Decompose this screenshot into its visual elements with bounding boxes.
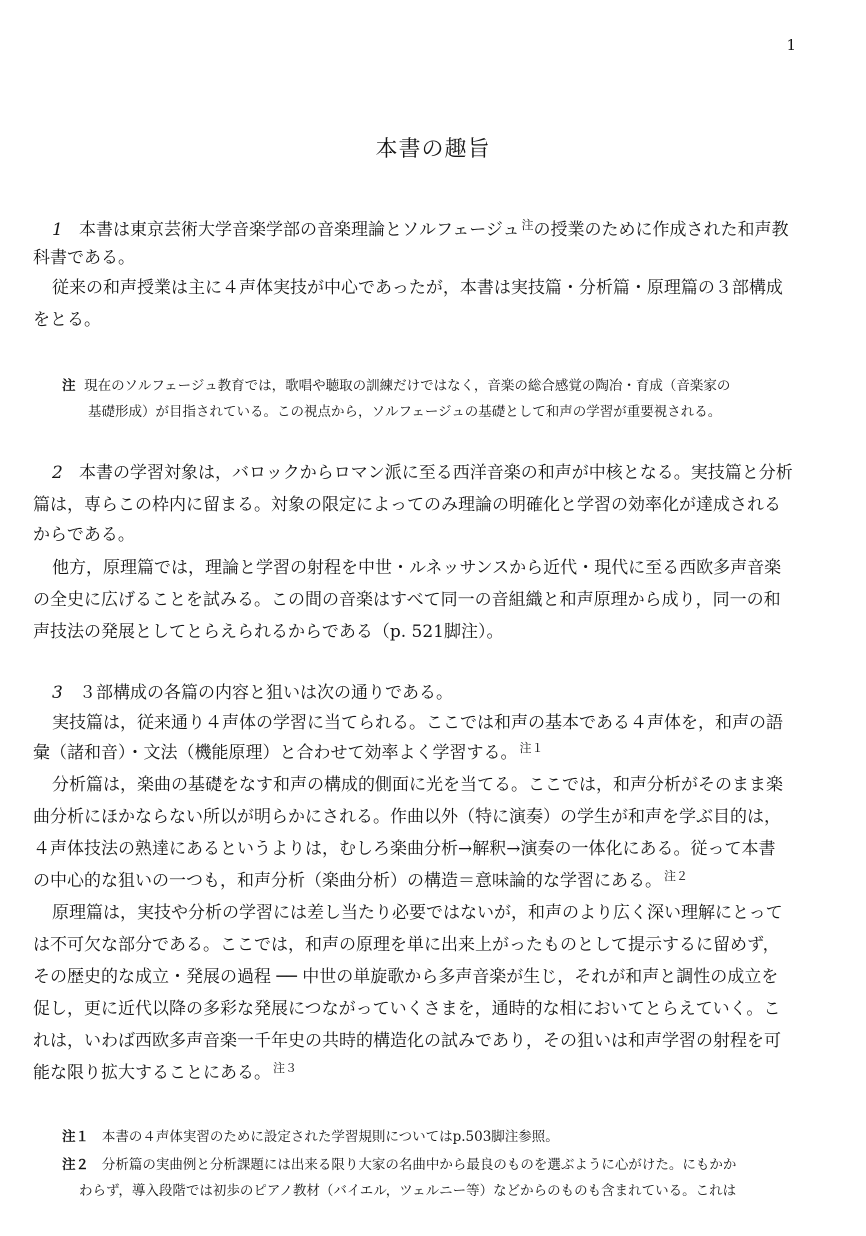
section-1-number: 1 [52, 220, 63, 240]
section-3-line-5: 曲分析にほかならない所以が明らかにされる。作曲以外（特に演奏）の学生が和声を学ぶ目的は， [33, 807, 781, 827]
footnote-2-line-1: 注２ 分析篇の実曲例と分析課題には出来る限り大家の名曲中から最良のものを選ぶように心がけた。にもかか [62, 1157, 737, 1173]
note-line-1: 注 現在のソルフェージュ教育では，歌唱や聴取の訓練だけではなく，音楽の総合感覚の陶冶・育成（音楽家の [62, 378, 731, 394]
section-2-line-1: 2 本書の学習対象は，バロックからロマン派に至る西洋音楽の和声が中核となる。実技篇と分析 [52, 463, 793, 483]
footnote-marker: 注１ [519, 741, 544, 755]
footnote-1: 注１ 本書の４声体実習のために設定された学習規則についてはp.503脚注参照。 [62, 1129, 559, 1145]
footnote-2-label: 注２ [62, 1157, 89, 1173]
section-3-line-12: れは，いわば西欧多声音楽一千年史の共時的構造化の試みであり，その狙いは和声学習の射程を可 [33, 1031, 781, 1051]
section-3-line-9: は不可欠な部分である。ここでは，和声の原理を単に出来上がったものとして提示するに留めず， [33, 935, 780, 955]
section-1-line-4: をとる。 [33, 310, 101, 330]
footnote-1-label: 注１ [62, 1129, 89, 1145]
section-2-line-3: からである。 [33, 525, 135, 545]
note-line-2: 基礎形成）が目指されている。この視点から，ソルフェージュの基礎として和声の学習が重要視される。 [88, 404, 722, 420]
section-2-line-6: 声技法の発展としてとらえられるからである（p. 521脚注）。 [33, 622, 504, 642]
page-title: 本書の趣旨 [375, 137, 491, 162]
section-3-line-10: その歴史的な成立・発展の過程 ── 中世の単旋歌から多声音楽が生じ，それが和声と調性の成立を [33, 967, 779, 987]
section-2-line-4: 他方，原理篇では，理論と学習の射程を中世・ルネッサンスから近代・現代に至る西欧多声音楽 [52, 558, 782, 578]
section-1-line-3: 従来の和声授業は主に４声体実技が中心であったが，本書は実技篇・分析篇・原理篇の３部構成 [52, 278, 783, 298]
section-3-line-1: 3 ３部構成の各篇の内容と狙いは次の通りである。 [52, 683, 454, 703]
section-3-line-6: ４声体技法の熟達にあるというよりは，むしろ楽曲分析→解釈→演奏の一体化にある。従って本書 [33, 839, 776, 859]
section-3-number: 3 [52, 683, 63, 703]
note-label: 注 [62, 378, 76, 394]
section-3-line-8: 原理篇は，実技や分析の学習には差し当たり必要ではないが，和声のより広く深い理解にとって [52, 903, 783, 923]
section-3-line-13: 能な限り拡大することにある。 $^{注3}$ [33, 1061, 298, 1083]
footnote-marker: 注３ [273, 1061, 298, 1075]
section-2-line-5: の全史に広げることを試みる。この間の音楽はすべて同一の音組織と和声原理から成り，同一の和 [33, 590, 781, 610]
section-3-line-4: 分析篇は，楽曲の基礎をなす和声の構成的側面に光を当てる。ここでは，和声分析がそのまま楽 [52, 775, 783, 795]
footnote-marker: 注 [521, 218, 534, 232]
section-3-line-11: 促し，更に近代以降の多彩な発展につながっていくさまを，通時的な相においてとらえていく。こ [33, 999, 781, 1019]
section-3-line-7: の中心的な狙いの一つも，和声分析（楽曲分析）の構造＝意味論的な学習にある。 $^{注2}$ [33, 869, 689, 891]
section-3-line-2: 実技篇は，従来通り４声体の学習に当てられる。ここでは和声の基本である４声体を，和声の語 [52, 713, 783, 733]
section-2-number: 2 [52, 463, 63, 483]
section-1-line-1: 1 本書は東京芸術大学音楽学部の音楽理論とソルフェージュ $^注$の授業のために作成された和声教 [52, 218, 789, 240]
footnote-2-line-2: わらず，導入段階では初歩のピアノ教材（バイエル，ツェルニー等）などからのものも含まれている。これは [79, 1183, 737, 1199]
section-2-line-2: 篇は，専らこの枠内に留まる。対象の限定によってのみ理論の明確化と学習の効率化が達成される [33, 495, 781, 515]
footnote-marker: 注２ [664, 869, 689, 883]
section-3-line-3: 彙（諸和音）・文法（機能原理）と合わせて効率よく学習する。 $^{注1}$ [33, 741, 544, 763]
section-1-line-2: 科書である。 [33, 248, 135, 268]
page-number: 1 [786, 36, 796, 54]
